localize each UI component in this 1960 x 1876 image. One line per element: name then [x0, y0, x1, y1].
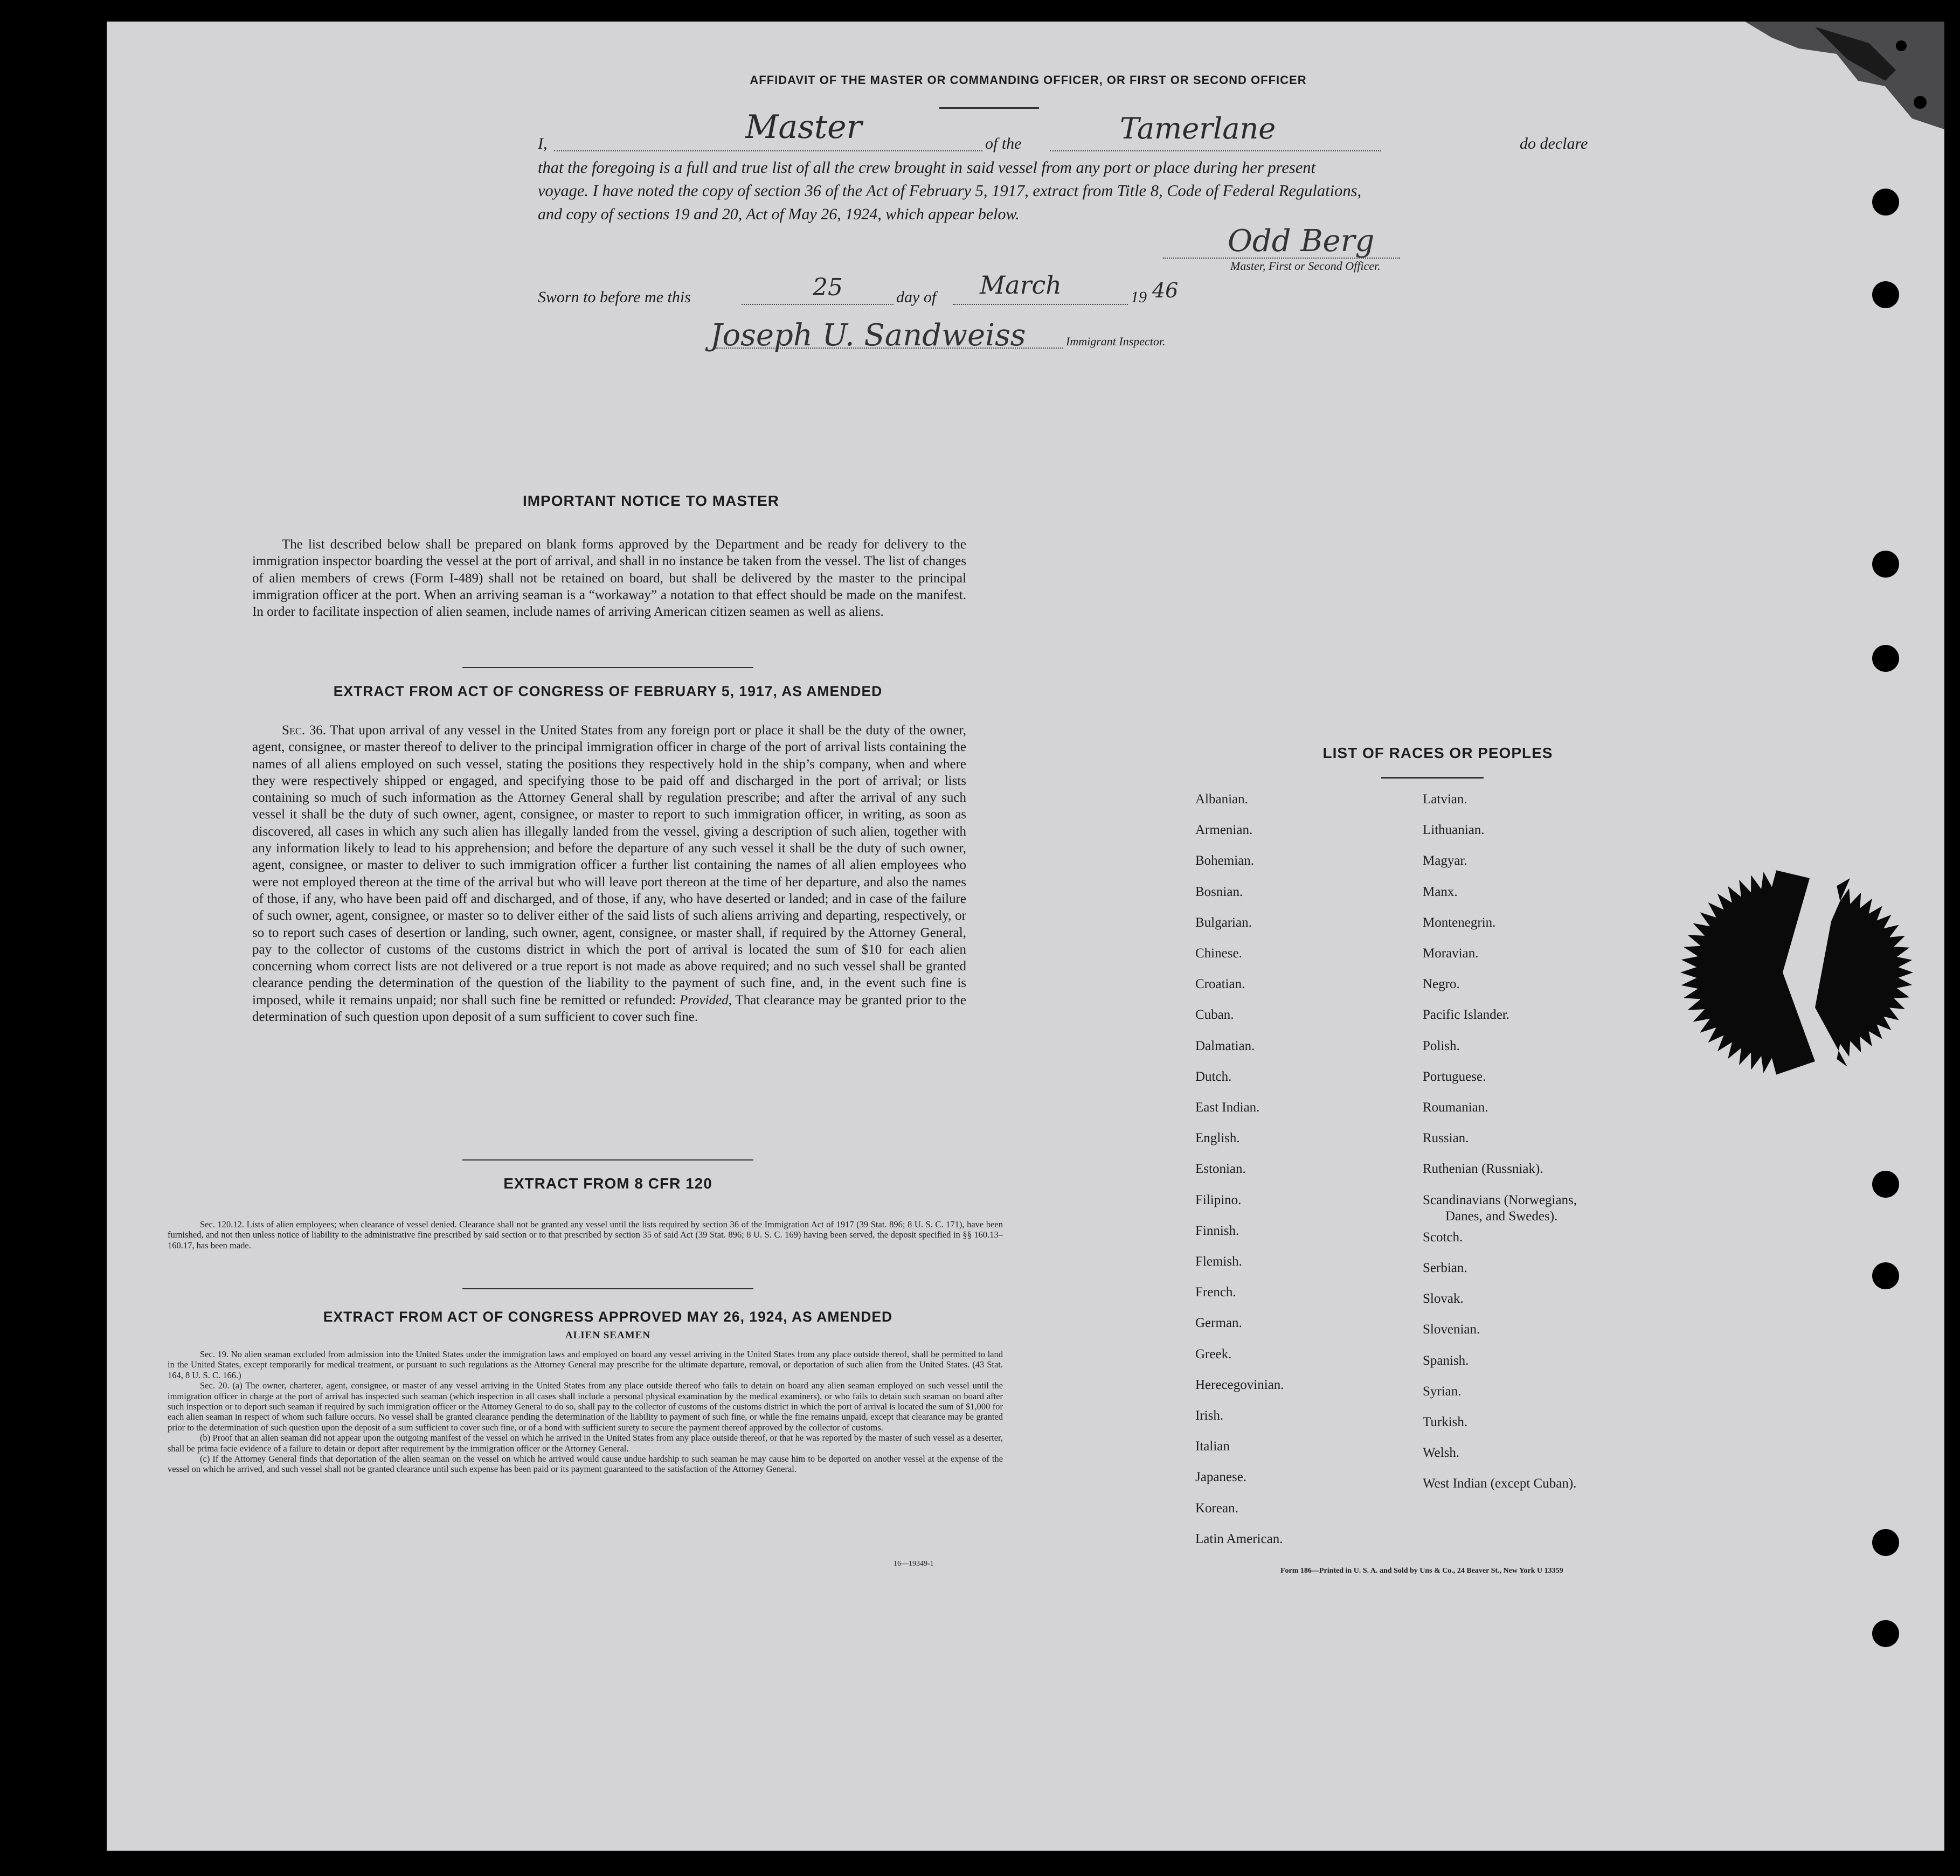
sec-36-paragraph	[252, 722, 966, 1025]
notice-paragraph: The list described below shall be prepared on blank forms approved by the Department and be ready for delivery to the immigration inspector boarding the vessel at the port of arrival, and shall in no instance be taken from the vessel. The list of changes of alien members of crews (Form I-489) shall not be retained on board, but shall be delivered by the master to the principal immigration officer at the port. When an arriving seaman is a “workaway” a notation to that effect should be made on the manifest. In order to facilitate inspection of alien seamen, include names of arriving American citizen seamen as well as aliens.	[252, 537, 966, 620]
declaration-line3: voyage. I have noted the copy of section 36 of the Act of February 5, 1917, extract from Title 8, Code of Federal Regulations,	[538, 182, 1362, 200]
notary-seal	[1653, 846, 1944, 1099]
race-item: Moravian.	[1423, 946, 1479, 961]
race-item: Dutch.	[1195, 1069, 1232, 1084]
race-item: Bosnian.	[1195, 884, 1243, 899]
binder-hole	[1872, 1620, 1899, 1647]
binder-hole	[1872, 645, 1899, 672]
sworn-line	[538, 270, 1292, 310]
race-item: Herecegovinian.	[1195, 1377, 1284, 1392]
race-item: French.	[1195, 1285, 1236, 1300]
notice-body	[252, 536, 966, 620]
sec-19-paragraph: Sec. 19. No alien seaman excluded from admission into the United States under the immigration laws and employed on board any vessel arriving in the United States from any place outside thereof, shall be permitted to land in the United States, except temporarily for medical treatment, or pursuant to such regulations as the Attorney General may prescribe for the ultimate departure, removal, or deportation of such alien from the United States. (43 Stat. 164, 8 U. S. C. 166.)	[168, 1349, 1003, 1380]
race-item: Danes, and Swedes).	[1445, 1208, 1558, 1224]
extract-1924-body	[168, 1349, 1003, 1475]
sec-20c-paragraph: (c) If the Attorney General finds that deportation of the alien seaman on the vessel on which he arrived would cause undue hardship to such seaman he may cause him to be deported on another vessel at the expense of the vessel on which he arrived, and such vessel shall not be granted clearance until such expense has been paid or its payment guaranteed to the satisfaction of the Attorney General.	[168, 1454, 1003, 1475]
master-signature: Odd Berg	[1228, 224, 1375, 259]
race-item: Spanish.	[1423, 1353, 1469, 1368]
year-prefix: 19	[1131, 288, 1147, 306]
race-item: Bulgarian.	[1195, 915, 1252, 930]
race-item: Japanese.	[1195, 1470, 1247, 1485]
race-item: Flemish.	[1195, 1254, 1242, 1269]
race-item: Latin American.	[1195, 1531, 1283, 1546]
race-item: East Indian.	[1195, 1100, 1260, 1115]
binder-hole	[1872, 1529, 1899, 1556]
race-item: Cuban.	[1195, 1008, 1234, 1023]
sec-20a-paragraph: Sec. 20. (a) The owner, charterer, agent, consignee, or master of any vessel arriving in the United States from any place outside thereof who fails to detain on board any alien seaman employed on such vessel until the immigration officer in charge at the port of arrival has inspected such seaman (which inspection in all cases shall include a personal physical examination by the medical examiners), or who fails to detain such seaman on board after such inspection or to deport such seaman if required by such immigration officer or the Attorney General to do so, shall pay to the collector of customs of the customs district in which the port of arrival is located the sum of $1,000 for each alien seaman in respect of whom such failure occurs. No vessel shall be granted clearance pending the determination of the liability to payment of such fine, or while the fine remains unpaid, except that clearance may be granted prior to the determination of such question upon the deposit of a sum sufficient to cover such fine, or of a bond with sufficient surety to secure the payment thereof approved by the collector of customs.	[168, 1380, 1003, 1433]
cfr-paragraph: Sec. 120.12. Lists of alien employees; when clearance of vessel denied. Clearance shall not be granted any vessel until the lists required by section 36 of the Immigration Act of 1917 (39 Stat. 896; 8 U. S. C. 171), have been furnished, and not then unless notice of liability to the administrative fine prescribed by said section or to that prescribed by section 35 of said Act (39 Stat. 896; 8 U. S. C. 169) having been served, the deposit specified in §§ 160.13–160.17, has been made.	[168, 1219, 1003, 1250]
race-item: Lithuanian.	[1423, 823, 1485, 838]
race-item: Armenian.	[1195, 823, 1253, 838]
race-item: Slovenian.	[1423, 1322, 1480, 1337]
race-item: Finnish.	[1195, 1223, 1239, 1238]
race-item: Croatian.	[1195, 977, 1245, 992]
binder-hole	[1872, 551, 1899, 578]
race-item: Polish.	[1423, 1038, 1460, 1053]
race-item: Welsh.	[1423, 1446, 1460, 1461]
race-item: Pacific Islander.	[1423, 1008, 1510, 1023]
binder-hole	[1872, 1171, 1899, 1198]
sworn-month: March	[980, 270, 1062, 300]
race-item: Chinese.	[1195, 946, 1242, 961]
divider	[939, 107, 1039, 109]
race-item: Latvian.	[1423, 792, 1467, 807]
name-blank	[554, 150, 982, 151]
i-label: I,	[538, 135, 548, 152]
extract-1917-title: EXTRACT FROM ACT OF CONGRESS OF FEBRUARY 5, 1917, AS AMENDED	[333, 683, 883, 699]
cfr-body	[168, 1219, 1003, 1250]
form-code: 16—19349-1	[894, 1560, 934, 1568]
divider	[462, 1159, 753, 1161]
race-item: Manx.	[1423, 884, 1458, 899]
inspector-signature-line	[716, 348, 1063, 349]
race-item: Italian	[1195, 1439, 1230, 1454]
race-item: Albanian.	[1195, 792, 1248, 807]
race-item: Scotch.	[1423, 1229, 1463, 1245]
filled-name: Master	[745, 108, 862, 146]
declaration-line4: and copy of sections 19 and 20, Act of May 26, 1924, which appear below.	[538, 205, 1020, 223]
race-item: Syrian.	[1423, 1384, 1462, 1399]
race-item: Turkish.	[1423, 1415, 1468, 1429]
inspector-caption: Immigrant Inspector.	[1066, 335, 1166, 348]
sec-36-text-b: That clearance may be granted prior to the determination of such question upon deposit of a sum sufficient to cover such fine.	[252, 992, 966, 1025]
binder-hole	[1872, 189, 1899, 216]
declaration-line2: that the foregoing is a full and true list of all the crew brought in said vessel from any port or place during her present	[538, 158, 1316, 177]
inspector-signature: Joseph U. Sandweiss	[710, 318, 1026, 353]
printer-credit: Form 186—Printed in U. S. A. and Sold by Uns & Co., 24 Beaver St., New York U 13359	[1280, 1567, 1563, 1575]
race-item: Korean.	[1195, 1500, 1238, 1516]
binder-hole	[1872, 1262, 1899, 1289]
race-item: Bohemian.	[1195, 853, 1255, 868]
divider	[1381, 777, 1484, 779]
race-item: Portuguese.	[1423, 1069, 1486, 1084]
race-item: Montenegrin.	[1423, 915, 1496, 930]
race-item: Greek.	[1195, 1346, 1232, 1361]
race-item: Roumanian.	[1423, 1100, 1488, 1115]
extract-1917-body	[252, 722, 966, 1025]
sec-20b-paragraph: (b) Proof that an alien seaman did not appear upon the outgoing manifest of the vessel on which he arrived in the United States from any place outside thereof, or that he was reported by the master of such vessel as a deserter, shall be prima facie evidence of a failure to detain or deport after requirement by the immigration officer or the Attorney General.	[168, 1433, 1003, 1454]
race-item: West Indian (except Cuban).	[1423, 1476, 1577, 1491]
sworn-day: 25	[813, 274, 843, 301]
day-blank	[742, 304, 894, 305]
document-page	[107, 22, 1944, 1851]
divider	[462, 667, 753, 668]
divider	[462, 1288, 753, 1289]
notice-title: IMPORTANT NOTICE TO MASTER	[522, 492, 780, 509]
races-left-column	[1195, 792, 1389, 1589]
race-item: Scandinavians (Norwegians,	[1423, 1192, 1577, 1207]
race-item: Slovak.	[1423, 1291, 1464, 1307]
race-item: Irish.	[1195, 1408, 1224, 1423]
day-of-label: day of	[896, 288, 937, 306]
race-item: Negro.	[1423, 977, 1460, 992]
month-blank	[953, 304, 1128, 305]
alien-seamen-subtitle: ALIEN SEAMEN	[565, 1330, 651, 1341]
races-title: LIST OF RACES OR PEOPLES	[1322, 745, 1553, 761]
cfr-title: EXTRACT FROM 8 CFR 120	[503, 1175, 712, 1192]
filled-vessel: Tamerlane	[1120, 112, 1276, 145]
declaration-line1	[538, 108, 1610, 156]
race-item: Dalmatian.	[1195, 1038, 1255, 1053]
torn-corner	[1707, 22, 1944, 140]
sec-36-text-a: That upon arrival of any vessel in the United States from any foreign port or place it shall be the duty of the owner, agent, consignee, or master thereof to deliver to the principal immigration officer in charge of the port of arrival lists containing the names of all aliens employed on such vessel, stating the positions they respectively hold in the ship’s company, when and where they were respectively shipped or engaged, and specifying those to be paid off and discharged in the port of arrival; or lists containing so much of such information as the Attorney General shall by regulation prescribe; and after the arrival of any such vessel it shall be the duty of such owner, agent, consignee, or master to report to such immigration officer, in writing, as soon as discovered, all cases in which any such alien has illegally landed from the vessel, giving a description of such alien, together with any information likely to lead to his apprehension; and before the departure of any such vessel it shall be the duty of such owner, agent, consignee, or master to deliver to such immigration officer a further list containing the names of all alien employees who were not employed thereon at the time of the arrival but who will leave port thereon at the time of her departure, and also the names of those, if any, who have been paid off and discharged, and of those, if any, who have deserted or landed; and in case of the failure of such owner, agent, consignee, or master so to deliver either of the said lists of such aliens arriving and departing, respectively, or so to report such cases of desertion or landing, such owner, agent, consignee, or master shall, if required by the Attorney General, pay to the collector of customs of the customs district in which the port of arrival is located the sum of $10 for each alien concerning whom correct lists are not delivered or a true report is not made as above required; and no such vessel shall be granted clearance pending the determination of the question of the liability to the payment of such fine, and, in the event such fine is imposed, while it remains unpaid; nor shall such fine be remitted or refunded:	[252, 723, 966, 1008]
race-item: Estonian.	[1195, 1162, 1246, 1177]
race-item: Ruthenian (Russniak).	[1423, 1162, 1543, 1177]
race-item: English.	[1195, 1131, 1240, 1146]
master-caption: Master, First or Second Officer.	[1230, 259, 1381, 273]
do-declare-label: do declare	[1520, 135, 1588, 152]
provided-label: Provided,	[679, 992, 732, 1008]
race-item: Magyar.	[1423, 853, 1467, 868]
sec-36-label: Sec. 36.	[282, 723, 326, 738]
race-item: German.	[1195, 1316, 1242, 1331]
binder-hole	[1872, 281, 1899, 308]
race-item: Filipino.	[1195, 1192, 1242, 1207]
race-item: Russian.	[1423, 1131, 1469, 1146]
race-item: Serbian.	[1423, 1261, 1467, 1275]
sworn-label: Sworn to before me this	[538, 288, 691, 306]
extract-1924-title: EXTRACT FROM ACT OF CONGRESS APPROVED MAY 26, 1924, AS AMENDED	[323, 1309, 893, 1325]
vessel-blank	[1050, 150, 1381, 151]
affidavit-title: AFFIDAVIT OF THE MASTER OR COMMANDING OFFICER, OR FIRST OR SECOND OFFICER	[750, 73, 1307, 87]
sworn-year: 46	[1152, 279, 1179, 302]
of-the-label: of the	[985, 135, 1022, 152]
